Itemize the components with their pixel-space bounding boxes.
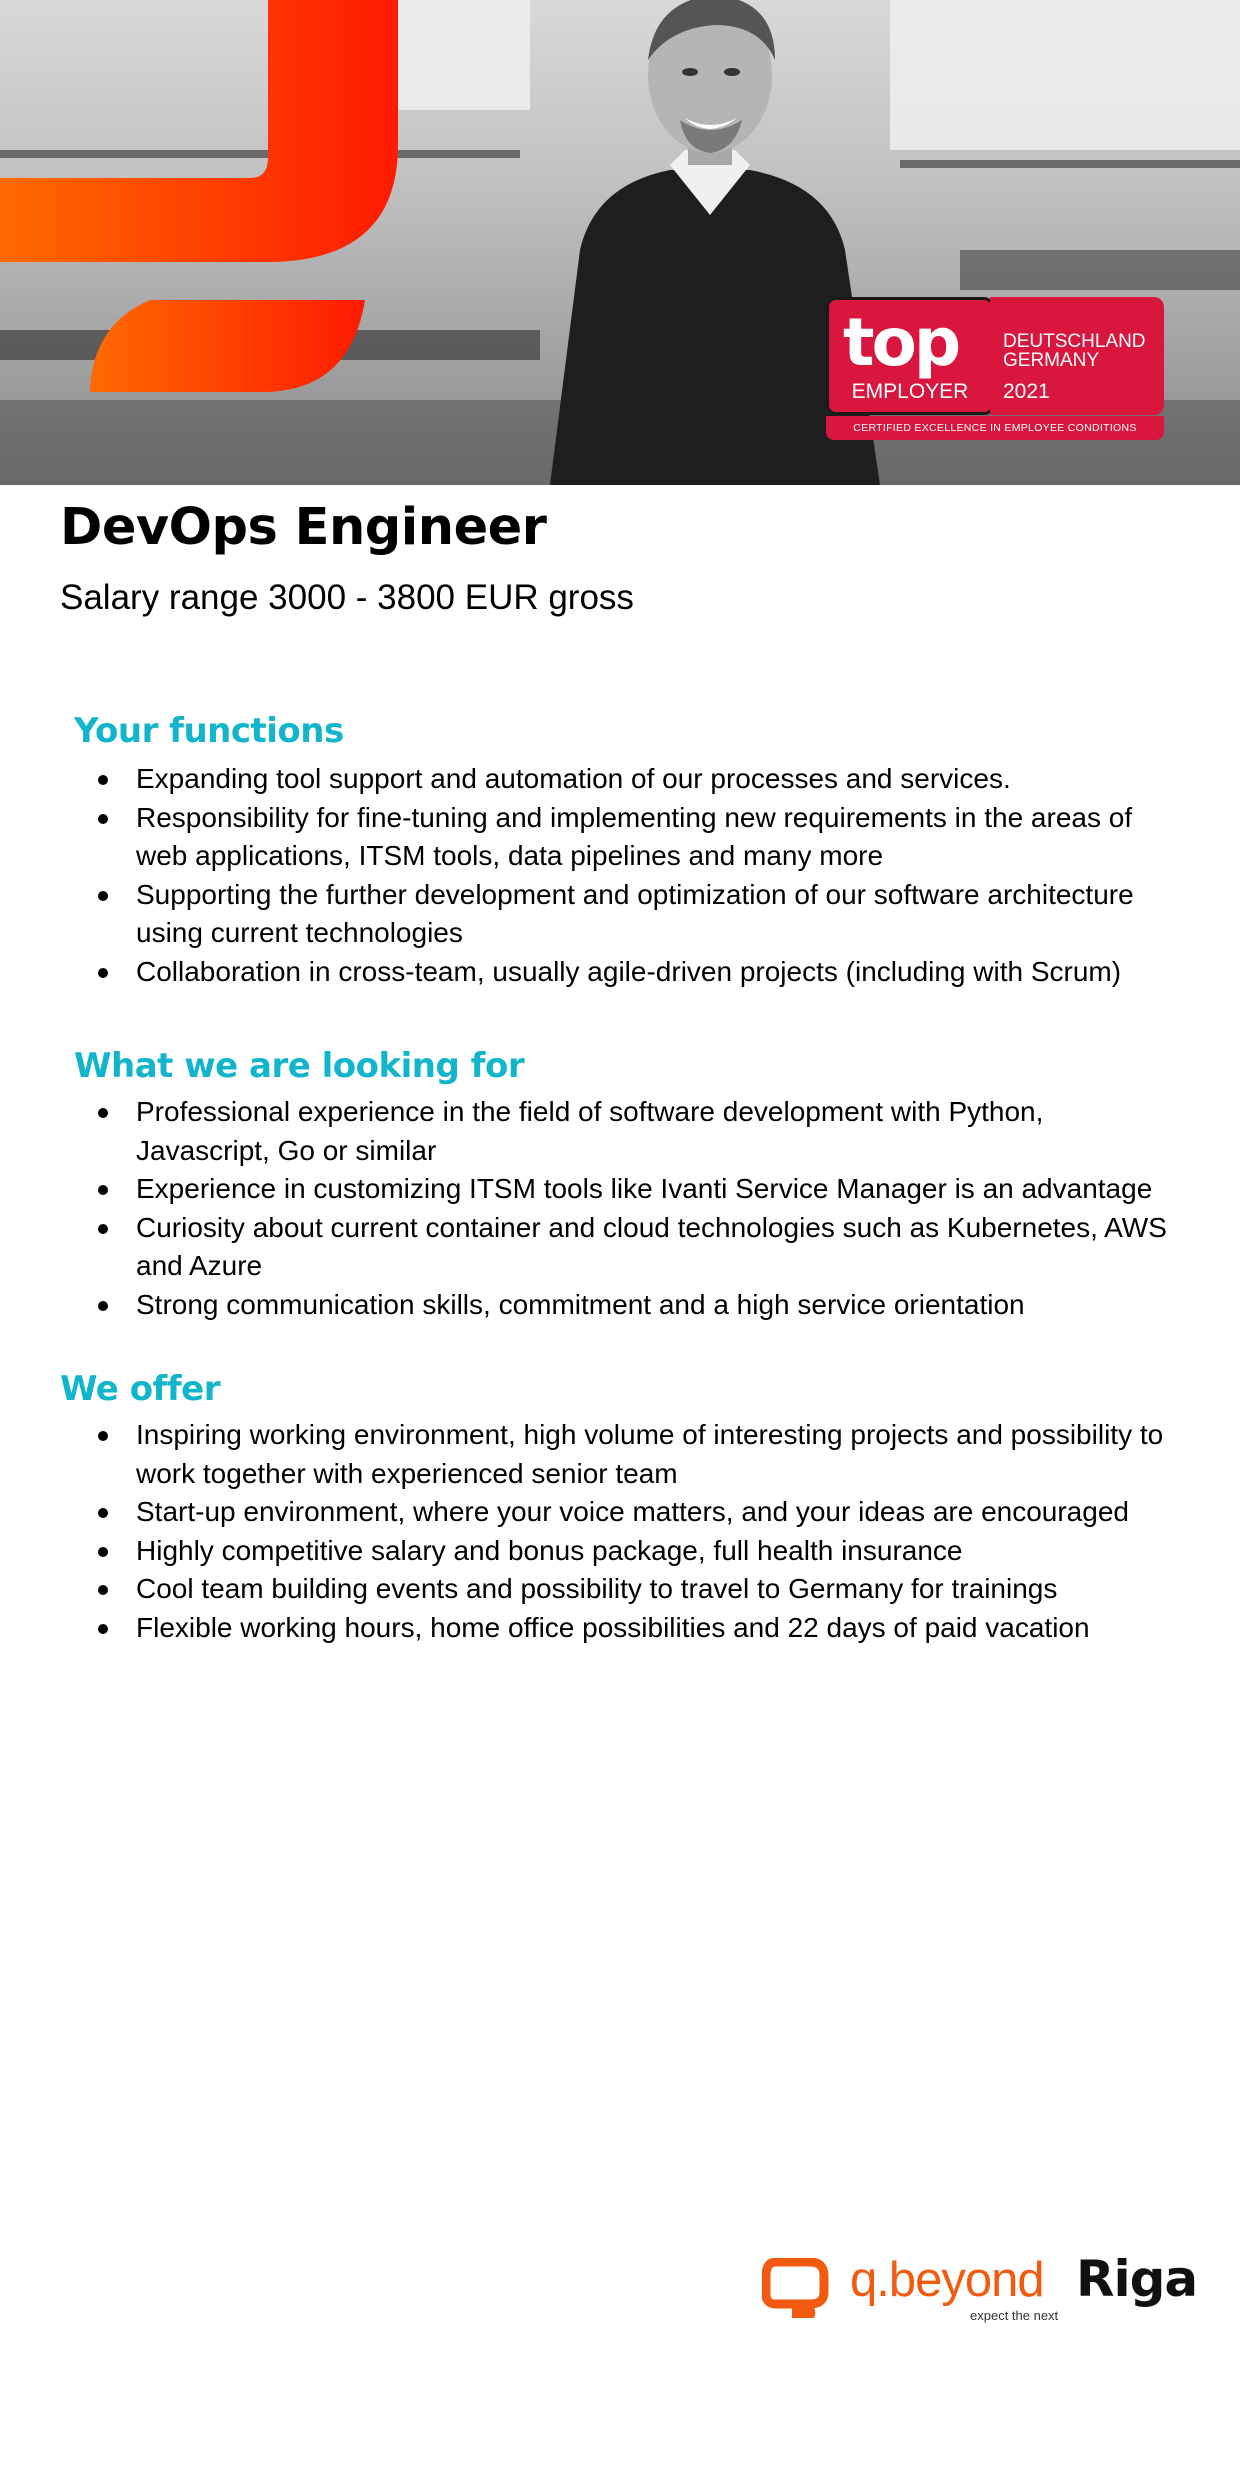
badge-brand-panel [826, 297, 994, 415]
bullet-list [0, 1416, 1240, 1647]
list-item: Curiosity about current container and cloud technologies such as Kubernetes, AWS and Azure [0, 1209, 1216, 1286]
salary-range: Salary range 3000 - 3800 EUR gross [60, 578, 634, 617]
badge-country-panel [990, 297, 1164, 415]
list-item: Start-up environment, where your voice matters, and your ideas are encouraged [0, 1493, 1216, 1532]
section-heading: Your functions [74, 711, 344, 751]
badge-country-en: GERMANY [1003, 350, 1100, 371]
bullet-list [0, 1093, 1240, 1324]
logo-brand-text: q.beyond [850, 2253, 1044, 2307]
list-item: Responsibility for fine-tuning and implementing new requirements in the areas of web applications, ITSM tools, data pipelines and many more [0, 799, 1216, 876]
list-item: Professional experience in the field of software development with Python, Javascript, Go or similar [0, 1093, 1216, 1170]
badge-year: 2021 [1003, 380, 1050, 403]
list-item: Expanding tool support and automation of our processes and services. [0, 760, 1216, 799]
section-your-functions [0, 711, 1240, 991]
list-item: Inspiring working environment, high volume of interesting projects and possibility to work together with experienced senior team [0, 1416, 1216, 1493]
badge-country-de: DEUTSCHLAND [1003, 331, 1146, 352]
section-we-offer [0, 1369, 1240, 1647]
badge-brand-text: top [843, 304, 959, 381]
header-image [0, 0, 1240, 485]
list-item: Highly competitive salary and bonus package, full health insurance [0, 1532, 1216, 1571]
list-item: Cool team building events and possibility to travel to Germany for trainings [0, 1570, 1216, 1609]
brand-swoosh-graphic [0, 0, 420, 400]
bullet-list [0, 760, 1240, 991]
badge-certification-text: CERTIFIED EXCELLENCE IN EMPLOYEE CONDITIONS [826, 416, 1164, 440]
list-item: Collaboration in cross-team, usually agile-driven projects (including with Scrum) [0, 953, 1216, 992]
badge-employer-text: EMPLOYER [851, 380, 969, 403]
section-what-we-are-looking-for [0, 1046, 1240, 1324]
section-heading: We offer [60, 1369, 220, 1409]
job-title: DevOps Engineer [60, 498, 547, 557]
list-item: Flexible working hours, home office possibilities and 22 days of paid vacation [0, 1609, 1216, 1648]
section-heading: What we are looking for [74, 1046, 525, 1086]
logo-city-text: Riga [1076, 2250, 1198, 2308]
top-employer-badge [826, 297, 1164, 443]
speech-bubble-logo-icon [762, 2258, 830, 2322]
list-item: Supporting the further development and optimization of our software architecture using current technologies [0, 876, 1216, 953]
list-item: Experience in customizing ITSM tools like Ivanti Service Manager is an advantage [0, 1170, 1216, 1209]
list-item: Strong communication skills, commitment and a high service orientation [0, 1286, 1216, 1325]
logo-tagline: expect the next [970, 2308, 1059, 2323]
